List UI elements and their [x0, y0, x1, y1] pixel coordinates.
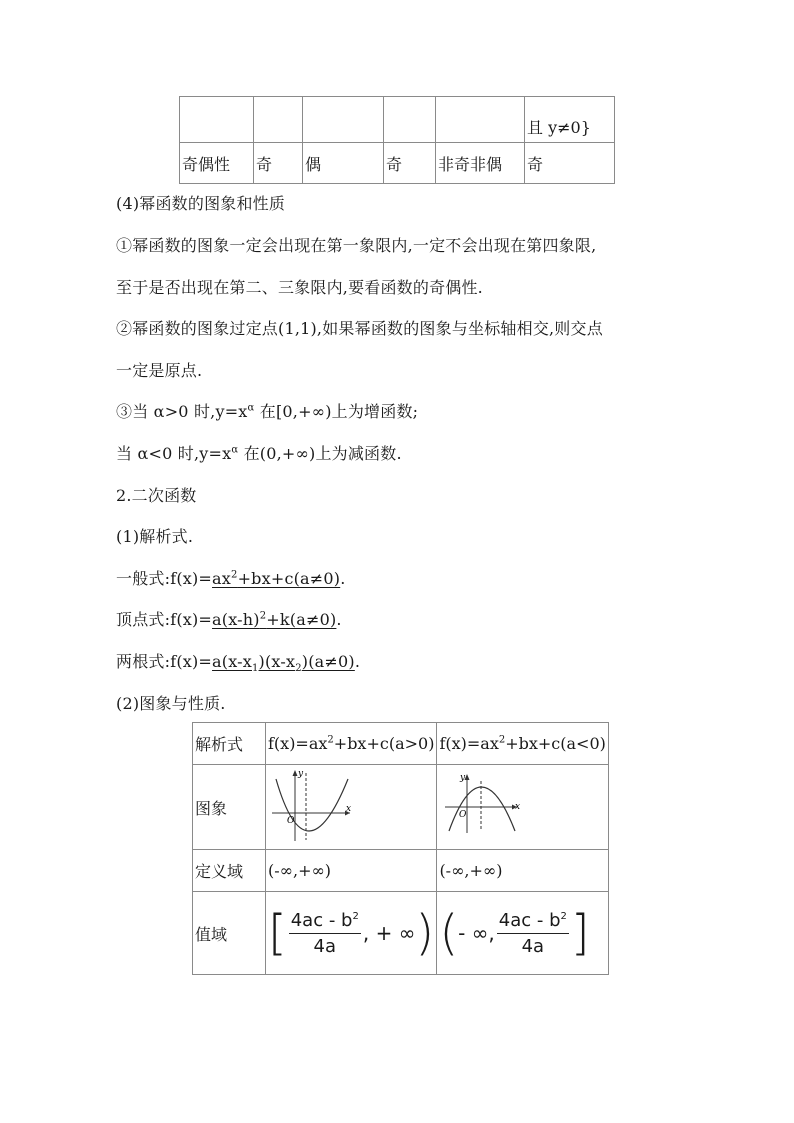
right-paren: )	[415, 905, 435, 961]
paragraph-line: ②幂函数的图象过定点(1,1),如果幂函数的图象与坐标轴相交,则交点	[116, 319, 603, 338]
fraction: $\frac{4ac - b^2}{4a}$	[290, 909, 359, 957]
table-row	[193, 892, 609, 975]
text-span: , + ∞	[362, 921, 416, 945]
text-span: 当 α<0 时,y=x	[116, 444, 232, 463]
formula-vertex	[116, 607, 342, 630]
row-header-range: 值域	[193, 892, 266, 975]
formula-general	[116, 566, 346, 589]
table-row	[180, 143, 615, 184]
formula-roots	[116, 649, 360, 674]
row-header-graph: 图象	[193, 765, 266, 850]
text-span: 在(0,+∞)上为减函数.	[238, 444, 402, 463]
subsection-heading: (2)图象与性质.	[116, 694, 226, 713]
parity-table	[179, 96, 615, 184]
answer-underline: $ax^2+bx+c(a\ne 0)$	[212, 569, 341, 588]
text-span: 顶点式:f(x)=	[116, 610, 213, 629]
table-cell: (-∞,+∞)	[437, 850, 608, 892]
row-header-parity: 奇偶性	[180, 143, 254, 184]
table-cell	[266, 765, 437, 850]
table-cell: 奇	[384, 143, 436, 184]
section-heading: 2.二次函数	[116, 486, 197, 505]
paragraph-line: 一定是原点.	[116, 361, 203, 380]
range-expression-up	[268, 905, 435, 961]
table-cell: 奇	[254, 143, 303, 184]
table-cell	[436, 97, 525, 143]
table-cell: 偶	[303, 143, 384, 184]
left-bracket: [	[268, 905, 287, 961]
table-cell	[266, 892, 437, 975]
table-row	[193, 850, 609, 892]
table-row	[193, 765, 609, 850]
table-cell: 奇	[525, 143, 615, 184]
table-cell	[180, 97, 254, 143]
text-span: .	[340, 569, 346, 588]
table-cell	[437, 765, 608, 850]
text-span: .	[336, 610, 342, 629]
text-span: ③当 α>0 时,y=x	[116, 402, 248, 421]
origin-label: O	[287, 816, 295, 826]
table-cell	[384, 97, 436, 143]
text-span: 两根式:f(x)=	[116, 652, 213, 671]
text-span: 在[0,+∞)上为增函数;	[254, 402, 419, 421]
parabola-up-graph	[268, 765, 430, 845]
paragraph-line	[116, 441, 402, 464]
section-heading: (4)幂函数的图象和性质	[116, 194, 286, 213]
answer-underline: $a(x-h)^2+k(a\ne 0)$	[212, 610, 337, 629]
superscript: α	[231, 444, 239, 456]
superscript: α	[247, 402, 255, 414]
row-header-domain: 定义域	[193, 850, 266, 892]
quadratic-table	[192, 722, 609, 975]
paragraph-line: 至于是否出现在第二、三象限内,要看函数的奇偶性.	[116, 278, 483, 297]
table-cell: (-∞,+∞)	[266, 850, 437, 892]
answer-underline: $a(x-x_1)(x-x_2)(a\ne 0)$	[212, 652, 355, 675]
x-axis-label: x	[515, 802, 521, 812]
text-span: - ∞,	[458, 921, 495, 945]
y-axis-label: y	[298, 769, 304, 779]
table-cell	[437, 892, 608, 975]
text-span: .	[354, 652, 361, 671]
table-row	[180, 97, 615, 143]
table-cell: 且 y≠0}	[525, 97, 615, 143]
paragraph-line: ①幂函数的图象一定会出现在第一象限内,一定不会出现在第四象限,	[116, 236, 597, 255]
fraction: $\frac{4ac - b^2}{4a}$	[498, 909, 567, 957]
range-expression-down	[439, 905, 605, 961]
table-cell: 非奇非偶	[436, 143, 525, 184]
row-header-expression: 解析式	[193, 723, 266, 765]
subsection-heading: (1)解析式.	[116, 527, 194, 546]
table-cell	[303, 97, 384, 143]
text-span: 一般式:f(x)=	[116, 569, 213, 588]
table-cell: $f(x)=ax^2+bx+c(a<0)$	[437, 723, 608, 765]
left-paren: (	[439, 905, 459, 961]
right-bracket: ]	[570, 905, 590, 961]
y-axis-label: y	[460, 773, 466, 783]
table-cell: $f(x)=ax^2+bx+c(a>0)$	[266, 723, 437, 765]
paragraph-line	[116, 399, 418, 422]
origin-label: O	[459, 810, 467, 820]
table-row	[193, 723, 609, 765]
parabola-down-graph	[439, 765, 601, 845]
table-cell	[254, 97, 303, 143]
x-axis-label: x	[346, 804, 352, 814]
